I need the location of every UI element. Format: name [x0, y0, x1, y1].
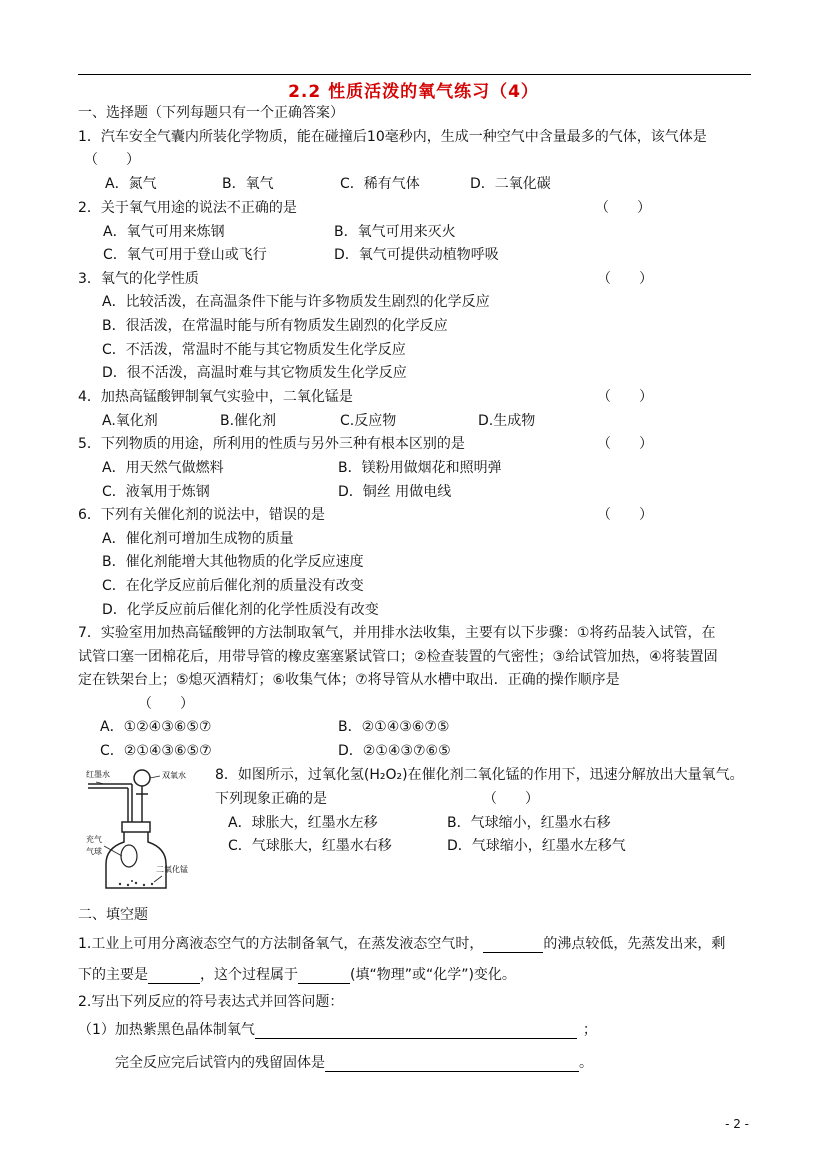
f2-blank-1[interactable]	[255, 1024, 577, 1039]
label-red-ink: 红墨水	[86, 770, 110, 779]
q7-stem-line-3: 定在铁架台上；⑤熄灭酒精灯；⑥收集气体；⑦将导管从水槽中取出．正确的操作顺序是	[78, 672, 620, 688]
q1-option-c: C．稀有气体	[340, 176, 420, 192]
q3-option-c: C．不活泼，常温时不能与其它物质发生化学反应	[102, 342, 406, 358]
q4-option-b: B.催化剂	[220, 413, 277, 429]
f1-text-4: ，这个过程属于	[200, 967, 298, 983]
f1-line-1	[78, 935, 725, 953]
q3-stem: 3．氧气的化学性质	[78, 271, 199, 287]
label-h2o2: 双氧水	[162, 771, 186, 780]
q2-option-c: C．氧气可用于登山或飞行	[103, 247, 267, 263]
label-mno2: 二氧化锰	[156, 865, 188, 874]
q1-option-a: A．氮气	[105, 176, 157, 192]
page-number: - 2 -	[725, 1117, 749, 1131]
q7-option-a: A．①②④③⑥⑤⑦	[100, 719, 212, 735]
q7-answer-paren: （ ）	[138, 696, 194, 712]
f1-blank-3[interactable]	[298, 969, 350, 984]
q8-apparatus-figure	[84, 764, 206, 896]
q7-option-c: C．②①④③⑥⑤⑦	[100, 743, 212, 759]
q3-answer-paren: （ ）	[597, 271, 653, 287]
q6-option-c: C．在化学反应前后催化剂的质量没有改变	[102, 578, 364, 594]
funnel-bulb	[134, 770, 150, 786]
q6-option-a: A．催化剂可增加生成物的质量	[102, 531, 294, 547]
f2-part-1	[78, 1021, 597, 1039]
f2-part-1-end: ；	[582, 1022, 597, 1038]
page-title: 2.2 性质活泼的氧气练习（4）	[288, 82, 539, 102]
q7-option-b: B．②①④③⑥⑦⑤	[338, 719, 450, 735]
q2-answer-paren: （ ）	[595, 200, 651, 216]
rubber-stopper	[122, 822, 150, 832]
q8-answer-paren: （ ）	[483, 791, 539, 807]
f1-blank-2[interactable]	[148, 969, 200, 984]
q7-option-d: D．②①④③⑦⑥⑤	[338, 743, 451, 759]
q6-stem: 6．下列有关催化剂的说法中，错误的是	[78, 507, 325, 523]
f1-text-5: (填“物理”或“化学”)变化。	[350, 967, 516, 983]
q1-option-d: D．二氧化碳	[470, 176, 551, 192]
q5-option-a: A．用天然气做燃料	[102, 460, 224, 476]
label-balloon-2: 气球	[86, 847, 102, 856]
q5-option-c: C．液氧用于炼钢	[102, 484, 210, 500]
q8-stem-line-2: 下列现象正确的是	[215, 791, 327, 807]
section-choice-heading: 一、选择题（下列每题只有一个正确答案）	[78, 105, 344, 121]
q8-stem-line-1: 8．如图所示，过氧化氢(H₂O₂)在催化剂二氧化锰的作用下，迅速分解放出大量氧气。	[215, 767, 744, 783]
q7-stem-line-2: 试管口塞一团棉花后，用带导管的橡皮塞塞紧试管口；②检查装置的气密性；③给试管加热，④将装置固	[78, 649, 718, 665]
q2-option-d: D．氧气可提供动植物呼吸	[334, 247, 499, 263]
q3-option-b: B．很活泼，在常温时能与所有物质发生剧烈的化学反应	[102, 318, 448, 334]
q2-option-a: A．氧气可用来炼钢	[103, 224, 225, 240]
q5-answer-paren: （ ）	[597, 436, 653, 452]
q4-option-c: C.反应物	[340, 413, 397, 429]
q2-option-b: B．氧气可用来灭火	[334, 224, 456, 240]
q4-option-a: A.氧化剂	[102, 413, 158, 429]
q8-option-a: A．球胀大，红墨水左移	[228, 815, 378, 831]
balloon	[121, 845, 137, 867]
header-rule	[78, 74, 751, 75]
q8-option-d: D．气球缩小，红墨水左移气	[447, 838, 626, 854]
q3-option-d: D．很不活泼，高温时难与其它物质发生化学反应	[102, 365, 407, 381]
q6-answer-paren: （ ）	[597, 507, 653, 523]
f2-blank-2[interactable]	[325, 1057, 579, 1072]
q8-option-b: B．气球缩小，红墨水右移	[447, 815, 611, 831]
f2-part-2	[115, 1054, 593, 1072]
f2-part-2-text: 完全反应完后试管内的残留固体是	[115, 1055, 325, 1071]
label-balloon-1: 充气	[86, 835, 102, 844]
q6-option-d: D．化学反应前后催化剂的化学性质没有改变	[102, 602, 379, 618]
q4-answer-paren: （ ）	[597, 389, 653, 405]
mno2-powder	[119, 880, 153, 886]
f2-stem: 2.写出下列反应的符号表达式并回答问题：	[78, 994, 344, 1010]
q5-stem: 5．下列物质的用途，所利用的性质与另外三种有根本区别的是	[78, 436, 465, 452]
f1-text-1: 1.工业上可用分离液态空气的方法制备氧气，在蒸发液态空气时，	[78, 936, 484, 952]
f1-text-2: 的沸点较低，先蒸发出来，剩	[543, 936, 726, 952]
f2-part-2-end: 。	[579, 1055, 593, 1071]
q5-option-d: D．铜丝 用做电线	[338, 484, 452, 500]
q1-option-b: B．氧气	[222, 176, 274, 192]
q4-option-d: D.生成物	[478, 413, 536, 429]
q5-option-b: B．镁粉用做烟花和照明弹	[338, 460, 502, 476]
f1-line-2	[78, 966, 516, 984]
f1-blank-1[interactable]	[483, 938, 543, 953]
q1-stem: 1．汽车安全气囊内所装化学物质，能在碰撞后10毫秒内，生成一种空气中含量最多的气体，该气体是	[78, 129, 707, 145]
f1-text-3: 下的主要是	[78, 967, 148, 983]
section-fill-heading: 二、填空题	[78, 907, 148, 923]
f2-part-1-text: （1）加热紫黑色晶体制氧气	[78, 1022, 255, 1038]
q4-stem: 4．加热高锰酸钾制氧气实验中，二氧化锰是	[78, 389, 353, 405]
q6-option-b: B．催化剂能增大其他物质的化学反应速度	[102, 554, 364, 570]
q7-stem-line-1: 7．实验室用加热高锰酸钾的方法制取氧气，并用排水法收集，主要有以下步骤：①将药品装入试管，在	[78, 625, 716, 641]
q2-stem-text: 2．关于氧气用途的说法不正确的是	[78, 200, 297, 216]
q1-answer-paren: （ ）	[84, 152, 140, 168]
q3-option-a: A．比较活泼，在高温条件下能与许多物质发生剧烈的化学反应	[102, 294, 490, 310]
q8-option-c: C．气球胀大，红墨水右移	[228, 838, 392, 854]
